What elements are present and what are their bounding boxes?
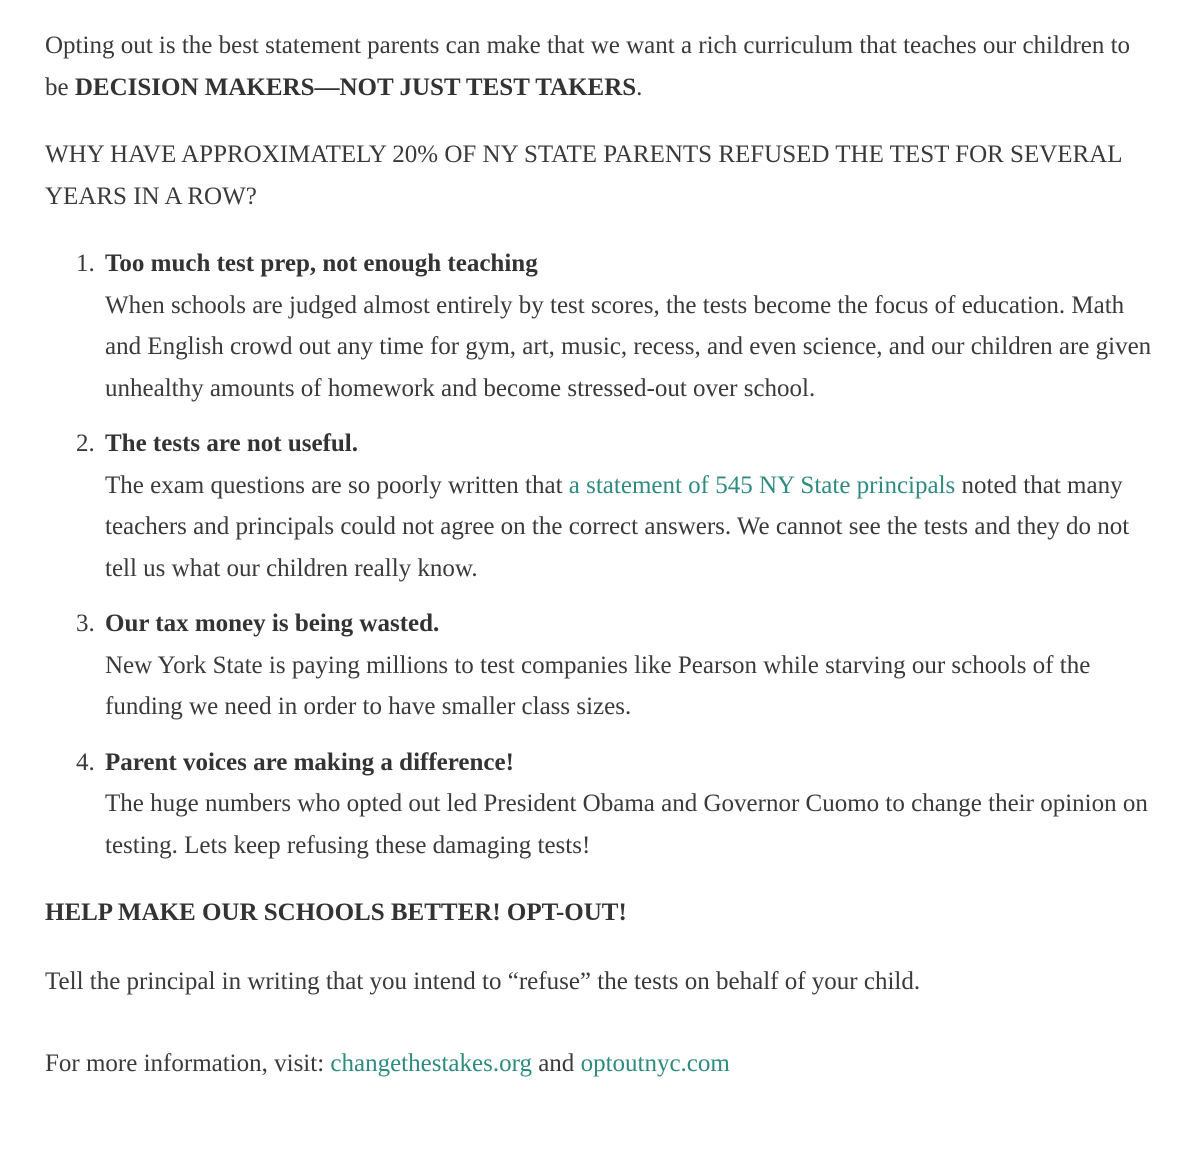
intro-period: . [636, 73, 643, 101]
reason-title: Parent voices are making a difference! [105, 748, 514, 776]
reasons-list [45, 243, 1155, 866]
reason-body: New York State is paying millions to test companies like Pearson while starving our schools of the funding we need in order to have smaller class sizes. [105, 651, 1091, 720]
list-number: 1. [76, 250, 95, 277]
reason-body [105, 465, 1155, 590]
intro-paragraph [45, 25, 1155, 108]
instruction-paragraph: Tell the principal in writing that you intend to “refuse” the tests on behalf of your child. [45, 967, 921, 995]
list-number: 4. [76, 748, 95, 776]
list-item [45, 742, 1155, 867]
intro-text: Opting out is the best statement parents can make that we want a rich curriculum that teaches our children to be [45, 32, 1131, 101]
call-to-action-heading: HELP MAKE OUR SCHOOLS BETTER! OPT-OUT! [45, 899, 627, 926]
reason-body-text: noted that many teachers and principals could not agree on the correct answers. We cannot see the tests and they do not tell us what our children really know. [105, 471, 1130, 582]
more-info-label: For more information, visit: [45, 1050, 331, 1077]
reason-title: The tests are not useful. [105, 430, 359, 457]
list-item [45, 423, 1155, 589]
reason-body-text: The exam questions are so poorly written that [105, 471, 569, 499]
list-item [45, 243, 1155, 409]
principals-statement-link[interactable]: a statement of 545 NY State principals [568, 471, 956, 499]
list-number: 3. [76, 610, 95, 637]
question-heading: WHY HAVE APPROXIMATELY 20% OF NY STATE PARENTS REFUSED THE TEST FOR SEVERAL YEARS IN A ROW? [45, 141, 1122, 210]
list-item [45, 603, 1155, 728]
reason-title: Our tax money is being wasted. [105, 610, 440, 637]
reason-body: When schools are judged almost entirely by test scores, the tests become the focus of education. Math and English crowd out any time for gym, art, music, recess, and even science, and our children are given unhealthy amounts of homework and become stressed-out over school. [105, 291, 1152, 402]
more-info-joiner: and [531, 1050, 581, 1077]
optoutnyc-link[interactable]: optoutnyc.com [580, 1050, 730, 1077]
reason-title: Too much test prep, not enough teaching [105, 250, 538, 277]
changethestakes-link[interactable]: changethestakes.org [330, 1050, 532, 1077]
reason-body: The huge numbers who opted out led President Obama and Governor Cuomo to change their opinion on testing. Lets keep refusing these damaging tests! [105, 790, 1148, 859]
article-body [45, 25, 1155, 1085]
intro-emphasis: DECISION MAKERS—NOT JUST TEST TAKERS [74, 73, 637, 101]
more-info-paragraph [45, 1043, 1155, 1085]
list-number: 2. [76, 430, 95, 457]
